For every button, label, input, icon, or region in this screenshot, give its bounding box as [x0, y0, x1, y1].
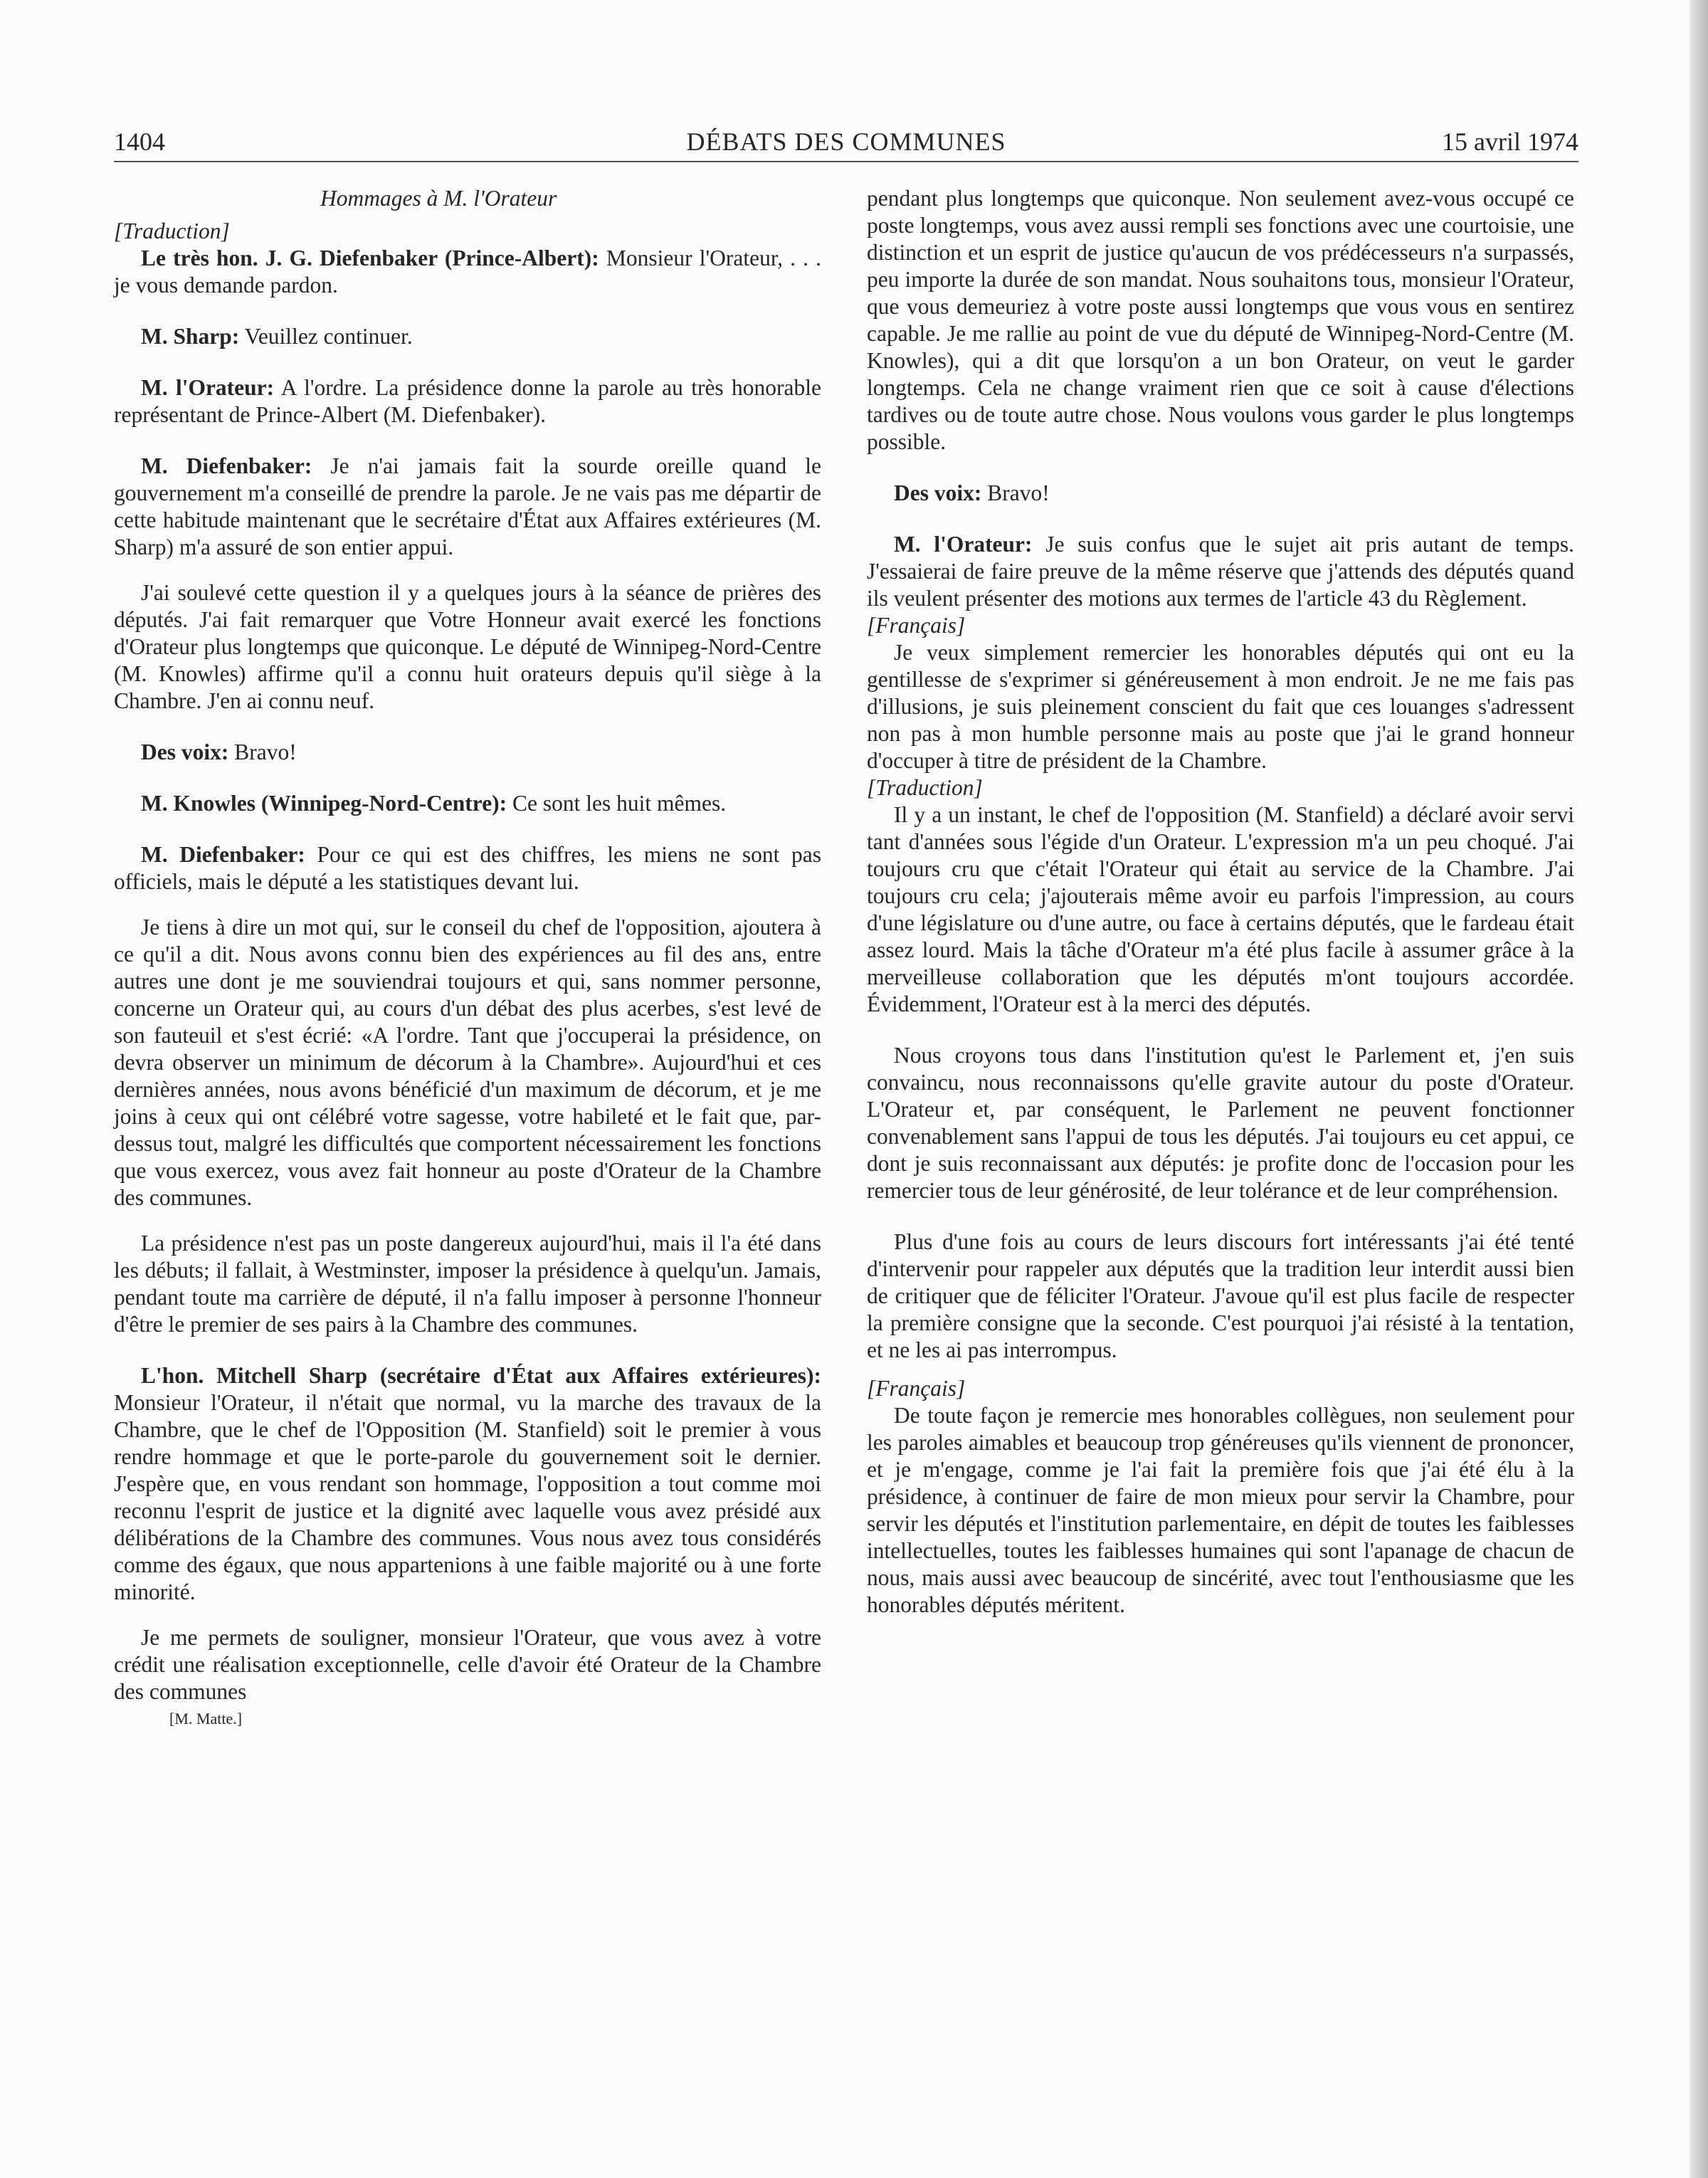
paragraph: [114, 323, 821, 350]
speaker-name: M. l'Orateur:: [141, 375, 275, 400]
speech-text: Pour ce qui est des chiffres, les miens ne sont pas officiels, mais le député a les statistiques devant lui.: [114, 842, 821, 894]
language-tag: [Traduction]: [114, 219, 230, 243]
left-column: [114, 185, 821, 1732]
paragraph: [114, 453, 821, 561]
speech-text: Je n'ai jamais fait la sourde oreille quand le gouvernement m'a conseillé de prendre la parole. Je ne vais pas me départir de cette habitude maintenant que le secrétaire d'État aux Affaires extérieures (M. Sharp) m'a assuré de son entier appui.: [114, 453, 821, 559]
speech-text: A l'ordre. La présidence donne la parole au très honorable représentant de Prince-Albert (M. Diefenbaker).: [114, 375, 821, 427]
language-tag: [Français]: [867, 1376, 966, 1401]
paragraph: [867, 531, 1574, 612]
paragraph: [114, 790, 821, 817]
publication-title: DÉBATS DES COMMUNES: [686, 127, 1006, 156]
speaker-name: M. Sharp:: [141, 324, 240, 349]
speaker-name: L'hon. Mitchell Sharp (secrétaire d'État aux Affaires extérieures):: [141, 1363, 821, 1388]
header-rule: [114, 161, 1578, 162]
speech-text: Monsieur l'Orateur, il n'était que normal, vu la marche des travaux de la Chambre, que le chef de l'Opposition (M. Stanfield) soit le premier à vous rendre hommage et que le porte-parole du gouvernement soit le dernier. J'espère que, en vous rendant son hommage, l'opposition a tout comme moi reconnu l'esprit de justice et la dignité avec laquelle vous avez présidé aux délibérations de la Chambre des communes. Vous nous avez tous considérés comme des égaux, que nous appartenions à une faible majorité ou à une forte minorité.: [114, 1390, 821, 1604]
speaker-name: Des voix:: [894, 480, 982, 505]
section-heading: Hommages à M. l'Orateur: [320, 186, 557, 211]
reporter-signature: [M. Matte.]: [169, 1710, 243, 1727]
paragraph: pendant plus longtemps que quiconque. Non seulement avez-vous occupé ce poste longtemps, vous avez aussi rempli ses fonctions avec une courtoisie, une distinction et un esprit de justice qu'aucun de vos prédécesseurs n'a surpassés, peu importe la durée de son mandat. Nous souhaitons tous, monsieur l'Orateur, que vous demeuriez à votre poste aussi longtemps que vous vous en sentirez capable. Je me rallie au point de vue du député de Winnipeg-Nord-Centre (M. Knowles), qui a dit que lorsqu'on a un bon Orateur, on veut le garder longtemps. Cela ne change vraiment rien que ce soit à cause d'élections tardives ou de toute autre chose. Nous voulons vous garder le plus longtemps possible.: [867, 186, 1574, 454]
speaker-name: M. Knowles (Winnipeg-Nord-Centre):: [141, 791, 507, 816]
speaker-name: M. Diefenbaker:: [141, 453, 312, 478]
paragraph: Il y a un instant, le chef de l'opposition (M. Stanfield) a déclaré avoir servi tant d'années sous l'égide d'un Orateur. L'expression m'a un peu choqué. J'ai toujours cru que c'était l'Orateur qui était au service de la Chambre. J'ai toujours cru cela; j'ajouterais même avoir eu parfois l'impression, au cours d'une législature ou d'une autre, ou face à certains députés, que le fardeau était assez lourd. Mais la tâche d'Orateur m'a été plus facile à assumer grâce à la merveilleuse collaboration que les députés m'ont toujours accordée. Évidemment, l'Orateur est à la merci des députés.: [867, 802, 1574, 1016]
speech-text: Bravo!: [228, 740, 297, 764]
paragraph: [867, 480, 1574, 507]
publication-date: 15 avril 1974: [1442, 127, 1578, 156]
paragraph: Plus d'une fois au cours de leurs discours fort intéressants j'ai été tenté d'intervenir pour rappeler aux députés que la tradition leur interdit aussi bien de critiquer que de féliciter l'Orateur. J'avoue qu'il est plus facile de respecter la première consigne que la seconde. C'est pourquoi j'ai résisté à la tentation, et ne les ai pas interrompus.: [867, 1229, 1574, 1362]
paragraph: J'ai soulevé cette question il y a quelques jours à la séance de prières des députés. J'ai fait remarquer que Votre Honneur avait exercé les fonctions d'Orateur plus longtemps que quiconque. Le député de Winnipeg-Nord-Centre (M. Knowles) affirme qu'il a connu huit orateurs depuis qu'il siège à la Chambre. J'en ai connu neuf.: [114, 580, 821, 713]
paragraph: [114, 245, 821, 299]
paragraph: De toute façon je remercie mes honorables collègues, non seulement pour les paroles aimables et beaucoup trop généreuses qu'ils viennent de prononcer, et je m'engage, comme je l'ai fait la première fois que j'ai été élu à la présidence, à continuer de faire de mon mieux pour servir la Chambre, pour servir les députés et l'institution parlementaire, en dépit de toutes les faiblesses intellectuelles, toutes les faiblesses humaines qui sont l'apanage de chacun de nous, mais aussi avec beaucoup de sincérité, avec tout l'enthousiasme que les honorables députés méritent.: [867, 1403, 1574, 1617]
speech-text: Ce sont les huit mêmes.: [507, 791, 727, 816]
speaker-name: Des voix:: [141, 740, 229, 764]
speaker-name: Le très hon. J. G. Diefenbaker (Prince-Albert):: [141, 246, 599, 270]
speech-text: Je suis confus que le sujet ait pris autant de temps. J'essaierai de faire preuve de la même réserve que j'attends des députés quand ils veulent présenter des motions aux termes de l'article 43 du Règlement.: [867, 532, 1574, 611]
language-tag: [Traduction]: [867, 775, 983, 800]
speaker-name: M. l'Orateur:: [894, 532, 1033, 557]
page-header: [114, 127, 1578, 162]
speaker-name: M. Diefenbaker:: [141, 842, 305, 867]
page-edge: [1689, 0, 1708, 2178]
paragraph: [114, 841, 821, 895]
paragraph: [114, 1362, 821, 1606]
paragraph: [114, 374, 821, 428]
paragraph: Je me permets de souligner, monsieur l'Orateur, que vous avez à votre crédit une réalisation exceptionnelle, celle d'avoir été Orateur de la Chambre des communes: [114, 1625, 821, 1704]
speech-text: Veuillez continuer.: [239, 324, 413, 349]
language-tag: [Français]: [867, 613, 966, 638]
paragraph: La présidence n'est pas un poste dangereux aujourd'hui, mais il l'a été dans les débuts; il fallait, à Westminster, imposer la présidence à quelqu'un. Jamais, pendant toute ma carrière de député, il n'a fallu imposer à personne l'honneur d'être le premier de ses pairs à la Chambre des communes.: [114, 1231, 821, 1337]
paragraph: Je veux simplement remercier les honorables députés qui ont eu la gentillesse de s'exprimer si généreusement à mon endroit. Je ne me fais pas d'illusions, je suis pleinement conscient du fait que ces louanges s'adressent non pas à mon humble personne mais au poste que j'ai le grand honneur d'occuper à titre de président de la Chambre.: [867, 640, 1574, 773]
right-column: [867, 185, 1574, 1619]
paragraph: Nous croyons tous dans l'institution qu'est le Parlement et, j'en suis convaincu, nous reconnaissons qu'elle gravite autour du poste d'Orateur. L'Orateur et, par conséquent, le Parlement ne peuvent fonctionner convenablement sans l'appui de tous les députés. J'ai toujours eu cet appui, ce dont je suis reconnaissant aux députés: je profite donc de l'occasion pour les remercier tous de leur générosité, de leur tolérance et de leur compréhension.: [867, 1043, 1574, 1203]
paragraph: [114, 739, 821, 766]
speech-text: Bravo!: [981, 480, 1050, 505]
speech-text: Monsieur l'Orateur, . . . je vous demande pardon.: [114, 246, 821, 298]
page-number: 1404: [114, 127, 165, 156]
paragraph: Je tiens à dire un mot qui, sur le conseil du chef de l'opposition, ajoutera à ce qu'il a dit. Nous avons connu bien des expériences au fil des ans, entre autres une dont je me souviendrai toujours et qui, sans nommer personne, concerne un Orateur qui, au cours d'un débat des plus acerbes, s'est levé de son fauteuil et s'est écrié: «A l'ordre. Tant que j'occuperai la présidence, on devra observer un minimum de décorum à la Chambre». Aujourd'hui et ces dernières années, nous avons bénéficié d'un maximum de décorum, et je me joins à ceux qui ont célébré votre sagesse, votre habileté et le fait que, par-dessus tout, malgré les difficultés que comportent nécessairement les fonctions que vous exercez, vous avez fait honneur au poste d'Orateur de la Chambre des communes.: [114, 915, 821, 1210]
